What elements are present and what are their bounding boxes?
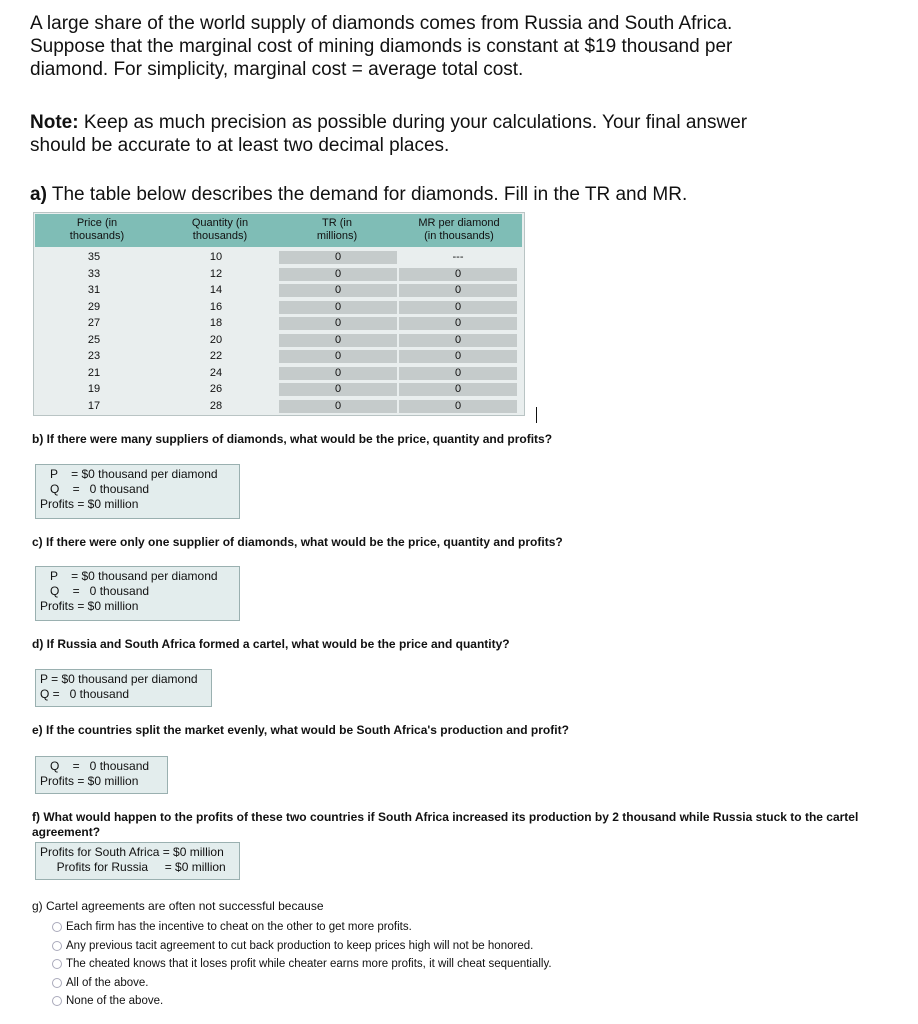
text-cursor	[536, 407, 537, 423]
mr-input[interactable]: 0	[399, 400, 517, 413]
answer-line[interactable]: Profits = $0 million	[40, 497, 139, 511]
option-item[interactable]	[52, 955, 552, 974]
mr-input[interactable]: 0	[399, 284, 517, 297]
tr-input[interactable]: 0	[279, 400, 397, 413]
part-d-question: d) If Russia and South Africa formed a cartel, what would be the price and quantity?	[32, 637, 510, 651]
mr-input[interactable]: 0	[399, 383, 517, 396]
option-label: Any previous tacit agreement to cut back production to keep prices high will not be honored.	[66, 939, 534, 952]
price-cell: 17	[87, 399, 101, 412]
price-cell: 29	[87, 300, 101, 313]
mr-input[interactable]: 0	[399, 350, 517, 363]
option-item[interactable]	[52, 918, 552, 937]
table-row	[34, 398, 524, 414]
header-tr: TR (in millions)	[316, 217, 358, 242]
tr-input[interactable]: 0	[279, 268, 397, 281]
option-label: The cheated knows that it loses profit while cheater earns more profits, it will cheat sequentially.	[66, 958, 552, 971]
quantity-cell: 18	[209, 317, 223, 329]
radio-button[interactable]	[52, 941, 62, 951]
radio-button[interactable]	[52, 996, 62, 1006]
tr-input[interactable]: 0	[279, 251, 397, 264]
intro-text	[30, 12, 890, 81]
price-cell: 33	[87, 267, 101, 280]
answer-line[interactable]: Profits = $0 million	[40, 599, 139, 613]
part-c-question: c) If there were only one supplier of diamonds, what would be the price, quantity and profits?	[32, 535, 563, 549]
table-row	[34, 381, 524, 397]
quantity-cell: 24	[209, 366, 223, 379]
radio-button[interactable]	[52, 978, 62, 988]
option-label: Each firm has the incentive to cheat on the other to get more profits.	[66, 921, 412, 934]
quantity-cell: 20	[209, 333, 223, 346]
intro-line: Suppose that the marginal cost of mining diamonds is constant at $19 thousand per	[30, 36, 733, 57]
part-e-question: e) If the countries split the market evenly, what would be South Africa's production and profit?	[32, 723, 569, 737]
mr-cell: ---	[452, 251, 464, 263]
table-row	[34, 299, 524, 315]
quantity-cell: 14	[209, 284, 223, 296]
part-d-answer-box[interactable]	[35, 669, 212, 707]
demand-table	[33, 212, 525, 416]
tr-input[interactable]: 0	[279, 350, 397, 363]
answer-line[interactable]: Q = 0 thousand	[40, 584, 150, 598]
quantity-cell: 22	[209, 350, 223, 362]
answer-line[interactable]: Q = 0 thousand	[40, 759, 150, 773]
quantity-cell: 26	[209, 383, 223, 395]
mr-input[interactable]: 0	[399, 301, 517, 314]
intro-line: A large share of the world supply of diamonds comes from Russia and South Africa.	[30, 13, 733, 34]
price-cell: 19	[87, 383, 101, 395]
tr-input[interactable]: 0	[279, 284, 397, 297]
note-body: Keep as much precision as possible during your calculations. Your final answer	[78, 112, 748, 133]
answer-line[interactable]: Profits for Russia = $0 million	[40, 860, 226, 874]
tr-input[interactable]: 0	[279, 317, 397, 330]
tr-input[interactable]: 0	[279, 383, 397, 396]
option-item[interactable]	[52, 937, 552, 956]
price-cell: 35	[87, 251, 101, 263]
intro-line: diamond. For simplicity, marginal cost = average total cost.	[30, 59, 524, 80]
option-label: All of the above.	[66, 976, 149, 989]
part-g-options	[52, 918, 552, 1011]
part-b-question: b) If there were many suppliers of diamonds, what would be the price, quantity and profits?	[32, 432, 553, 446]
answer-line[interactable]: Profits for South Africa = $0 million	[40, 845, 224, 859]
mr-input[interactable]: 0	[399, 367, 517, 380]
part-a-label: a)	[30, 184, 47, 205]
mr-input[interactable]: 0	[399, 317, 517, 330]
quantity-cell: 16	[209, 300, 223, 313]
answer-line[interactable]: P = $0 thousand per diamond	[40, 569, 218, 583]
mr-input[interactable]: 0	[399, 268, 517, 281]
radio-button[interactable]	[52, 959, 62, 969]
table-row	[34, 266, 524, 282]
header-quantity: Quantity (in thousands)	[191, 217, 249, 242]
tr-input[interactable]: 0	[279, 301, 397, 314]
option-item[interactable]	[52, 992, 552, 1011]
header-mr: MR per diamond (in thousands)	[418, 217, 500, 242]
quantity-cell: 28	[209, 399, 223, 412]
price-cell: 31	[87, 284, 101, 296]
answer-line[interactable]: Q = 0 thousand	[40, 687, 130, 701]
option-label: None of the above.	[66, 995, 164, 1008]
part-g-question: g) Cartel agreements are often not successful because	[32, 899, 324, 913]
table-row	[34, 282, 524, 298]
answer-line[interactable]: Q = 0 thousand	[40, 482, 150, 496]
part-a-question	[30, 183, 687, 206]
radio-button[interactable]	[52, 922, 62, 932]
price-cell: 25	[87, 333, 101, 346]
note-body-2: should be accurate to at least two decimal places.	[30, 135, 450, 156]
table-row	[34, 315, 524, 331]
part-f-answer-box[interactable]	[35, 842, 240, 880]
part-f-question: f) What would happen to the profits of these two countries if South Africa increased its production by 2 thousand while Russia stuck to the cartel agreement?	[32, 810, 859, 839]
note-text	[30, 111, 890, 157]
table-row	[34, 332, 524, 348]
table-row	[34, 348, 524, 364]
table-row	[34, 365, 524, 381]
table-header	[35, 214, 522, 247]
price-cell: 21	[87, 366, 101, 379]
quantity-cell: 10	[209, 251, 223, 263]
part-c-answer-box[interactable]	[35, 566, 240, 621]
option-item[interactable]	[52, 974, 552, 993]
quantity-cell: 12	[209, 267, 223, 280]
part-e-answer-box[interactable]	[35, 756, 168, 794]
mr-input[interactable]: 0	[399, 334, 517, 347]
price-cell: 27	[87, 317, 101, 329]
tr-input[interactable]: 0	[279, 334, 397, 347]
tr-input[interactable]: 0	[279, 367, 397, 380]
answer-line[interactable]: P = $0 thousand per diamond	[40, 672, 198, 686]
part-b-answer-box[interactable]	[35, 464, 240, 519]
header-price: Price (in thousands)	[69, 217, 125, 242]
price-cell: 23	[87, 350, 101, 362]
note-label: Note:	[30, 112, 79, 133]
answer-line[interactable]: P = $0 thousand per diamond	[40, 467, 218, 481]
table-row	[34, 249, 524, 265]
answer-line[interactable]: Profits = $0 million	[40, 774, 139, 788]
part-a-text: The table below describes the demand for diamonds. Fill in the TR and MR.	[46, 184, 688, 205]
